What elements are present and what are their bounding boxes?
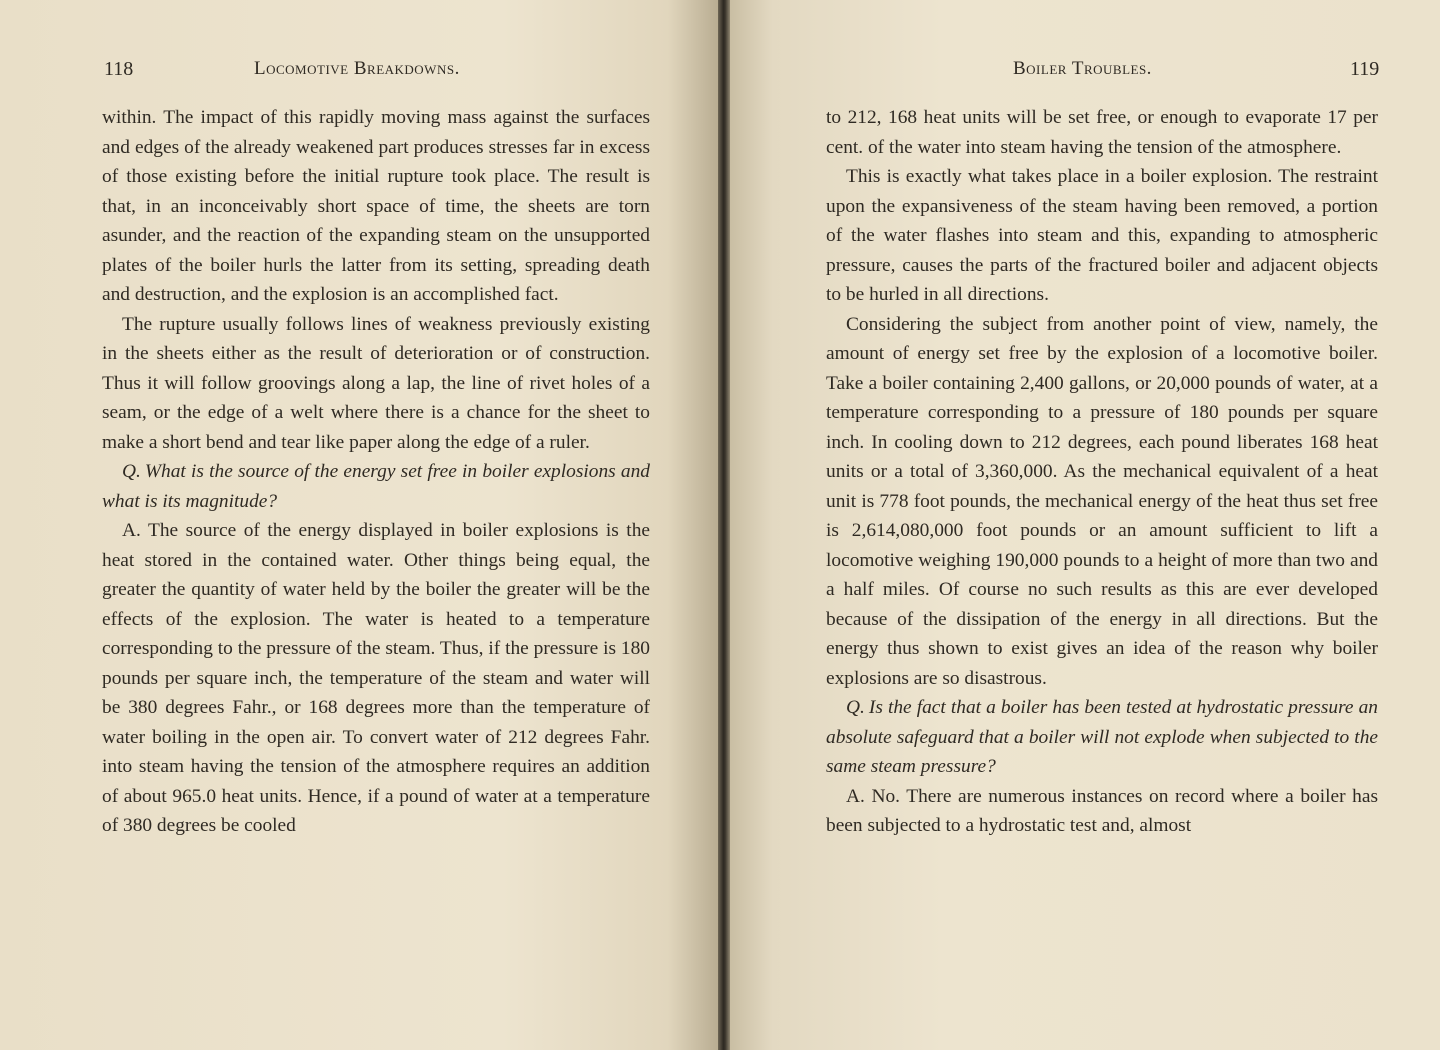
running-head: Boiler Troubles. [1013, 58, 1152, 79]
body-text [826, 103, 1378, 841]
paragraph: Considering the subject from another point of view, namely, the amount of energy set free by the explosion of a locomotive boiler. Take a boiler containing 2,400 gallons, or 20,000 pounds of water, at a temperature corresponding to a pressure of 180 pounds per square inch. In cooling down to 212 degrees, each pound liberates 168 heat units or a total of 3,360,000. As the mechanical equivalent of a heat unit is 778 foot pounds, the mechanical energy of the heat thus set free is 2,614,080,000 foot pounds or an amount sufficient to lift a locomotive weighing 190,000 pounds to a height of more than two and a half miles. Of course no such results as this are ever developed because of the dissipation of the energy in all directions. But the energy thus shown to exist gives an idea of the reason why boiler explosions are so disastrous. [826, 313, 1378, 689]
question-text: What is the source of the energy set free in boiler explosions and what is its magnitude? [102, 461, 650, 512]
book-gutter [718, 0, 730, 1050]
page-number: 119 [1350, 58, 1380, 80]
running-head: Locomotive Breakdowns. [254, 58, 460, 79]
page-number: 118 [104, 58, 134, 80]
paragraph: A. No. There are numerous instances on record where a boiler has been subjected to a hydrostatic test and, almost [826, 785, 1378, 836]
question-paragraph [102, 457, 650, 516]
paragraph: The rupture usually follows lines of weakness previously existing in the sheets either as the result of deterioration or of construction. Thus it will follow groovings along a lap, the line of rivet holes of a seam, or the edge of a welt where there is a chance for the sheet to make a short bend and tear like paper along the edge of a ruler. [102, 313, 650, 453]
body-text [102, 103, 650, 841]
question-label: Q. [122, 461, 141, 482]
paragraph: This is exactly what takes place in a boiler explosion. The restraint upon the expansiveness of the steam having been removed, a portion of the water flashes into steam and this, expanding to atmospheric pressure, causes the parts of the fractured boiler and adjacent objects to be hurled in all directions. [826, 166, 1378, 305]
paragraph: within. The impact of this rapidly moving mass against the surfaces and edges of the already weakened part produces stresses far in excess of those existing before the initial rupture took place. The result is that, in an inconceivably short space of time, the sheets are torn asunder, and the reaction of the expanding steam on the unsupported plates of the boiler hurls the latter from its setting, spreading death and destruction, and the explosion is an accomplished fact. [102, 107, 650, 305]
paragraph: to 212, 168 heat units will be set free, or enough to evaporate 17 per cent. of the water into steam having the tension of the atmosphere. [826, 107, 1378, 158]
question-label: Q. [846, 697, 865, 718]
question-paragraph [826, 693, 1378, 782]
paragraph: A. The source of the energy displayed in boiler explosions is the heat stored in the contained water. Other things being equal, the greater the quantity of water held by the boiler the greater will be the effects of the explosion. The water is heated to a temperature corresponding to the pressure of the steam. Thus, if the pressure is 180 pounds per square inch, the temperature of the steam and water will be 380 degrees Fahr., or 168 degrees more than the temperature of water boiling in the open air. To convert water of 212 degrees Fahr. into steam having the tension of the atmosphere requires an addition of about 965.0 heat units. Hence, if a pound of water at a temperature of 380 degrees be cooled [102, 520, 650, 836]
right-page [730, 0, 1440, 1050]
question-text: Is the fact that a boiler has been tested at hydrostatic pressure an absolute safeguard that a boiler will not explode when subjected to the same steam pressure? [826, 697, 1378, 777]
left-page [0, 0, 718, 1050]
